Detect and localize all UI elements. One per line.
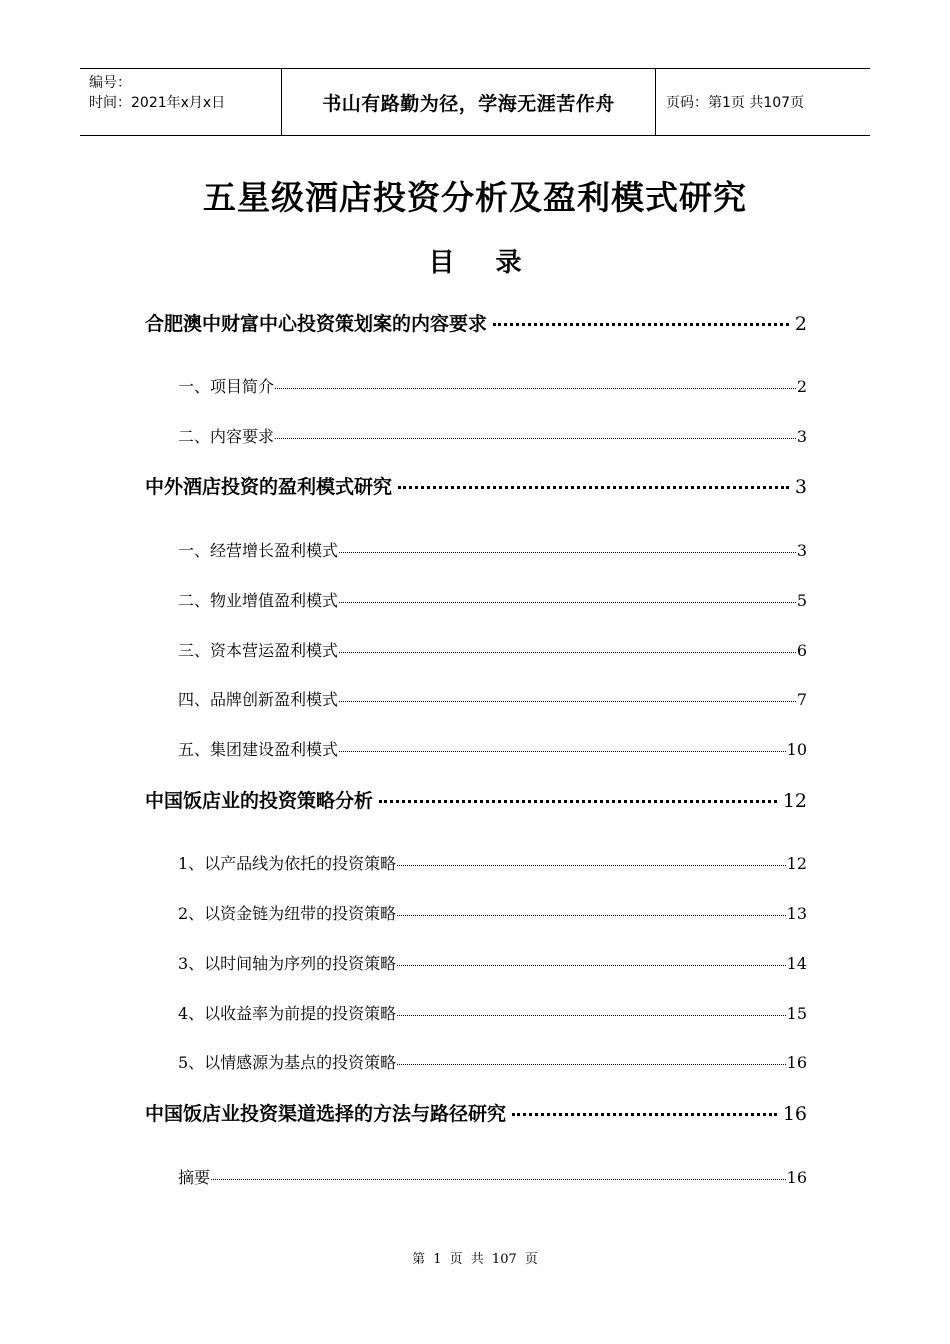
toc-entry[interactable]	[145, 309, 807, 336]
toc-entry-text: 中外酒店投资的盈利模式研究	[145, 476, 393, 498]
toc-leader-dots	[339, 552, 796, 553]
page-footer: 第 1 页 共 107 页	[412, 1252, 538, 1267]
toc-entry-text: 一、经营增长盈利模式	[178, 541, 339, 560]
toc-entry-page: 10	[786, 740, 807, 759]
toc-entry-page: 6	[796, 641, 807, 660]
toc-entry-page: 14	[786, 954, 807, 973]
toc-entry-text: 中国饭店业投资渠道选择的方法与路径研究	[145, 1103, 507, 1125]
toc-entry-page: 3	[796, 541, 807, 560]
toc-leader-dots	[339, 652, 796, 653]
number-label: 编号：	[89, 75, 131, 91]
toc-leader-dots	[397, 865, 785, 866]
header-page-info: 页码：第1页 共107页	[666, 95, 805, 111]
toc-entry[interactable]	[178, 687, 807, 710]
toc-leader-dots	[512, 1113, 777, 1116]
toc-entry[interactable]	[178, 1001, 807, 1024]
toc-entry-text: 二、物业增值盈利模式	[178, 591, 339, 610]
toc-leader-dots	[275, 388, 796, 389]
toc-entry[interactable]	[145, 472, 807, 499]
toc-leader-dots	[211, 1179, 786, 1180]
toc-entry-page: 12	[782, 790, 807, 812]
toc-entry-page: 7	[796, 690, 807, 709]
toc-leader-dots	[397, 1015, 785, 1016]
toc-entry-page: 13	[786, 904, 807, 923]
toc-entry-text: 四、品牌创新盈利模式	[178, 690, 339, 709]
toc-entry[interactable]	[145, 786, 807, 813]
toc-leader-dots	[397, 1064, 785, 1065]
toc-entry[interactable]	[178, 1050, 807, 1073]
toc-entry[interactable]	[178, 901, 807, 924]
toc-entry-page: 15	[786, 1004, 807, 1023]
toc-leader-dots	[397, 965, 785, 966]
toc-entry[interactable]	[178, 374, 807, 397]
toc-entry-text: 二、内容要求	[178, 427, 275, 446]
toc-leader-dots	[339, 751, 786, 752]
time-label: 时间：2021年x月x日	[89, 95, 226, 111]
toc-entry-text: 1、以产品线为依托的投资策略	[178, 854, 397, 873]
toc-entry-page: 16	[782, 1103, 807, 1125]
toc-entry[interactable]	[178, 851, 807, 874]
toc-leader-dots	[379, 800, 777, 803]
toc-entry-page: 12	[786, 854, 807, 873]
toc-entry-page: 16	[786, 1168, 807, 1187]
toc-entry[interactable]	[178, 588, 807, 611]
toc-entry-text: 三、资本营运盈利模式	[178, 641, 339, 660]
toc-entry-text: 5、以情感源为基点的投资策略	[178, 1053, 397, 1072]
toc-entry-text: 五、集团建设盈利模式	[178, 740, 339, 759]
toc-entry-text: 2、以资金链为纽带的投资策略	[178, 904, 397, 923]
toc-entry-text: 一、项目简介	[178, 377, 275, 396]
toc-entry[interactable]	[178, 951, 807, 974]
toc-leader-dots	[339, 602, 796, 603]
header-left-cell	[80, 69, 282, 135]
toc-entry[interactable]	[178, 737, 807, 760]
toc-leader-dots	[493, 323, 789, 326]
toc-entry-text: 3、以时间轴为序列的投资策略	[178, 954, 397, 973]
toc-entry-text: 4、以收益率为前提的投资策略	[178, 1004, 397, 1023]
toc-leader-dots	[397, 915, 785, 916]
toc-entry[interactable]	[178, 538, 807, 561]
toc-entry-page: 16	[786, 1053, 807, 1072]
toc-entry-text: 摘要	[178, 1168, 211, 1187]
document-title: 五星级酒店投资分析及盈利模式研究	[203, 178, 747, 217]
toc-entry-page: 2	[794, 313, 807, 335]
toc-entry-text: 中国饭店业的投资策略分析	[145, 790, 374, 812]
toc-leader-dots	[275, 438, 796, 439]
header-motto: 书山有路勤为径，学海无涯苦作舟	[322, 92, 615, 115]
toc-entry[interactable]	[145, 1099, 807, 1126]
toc-entry[interactable]	[178, 638, 807, 661]
toc-entry-page: 3	[796, 427, 807, 446]
header-motto-cell	[282, 69, 656, 135]
toc-entry[interactable]	[178, 424, 807, 447]
header-page-cell	[656, 69, 870, 135]
toc-entry-page: 5	[796, 591, 807, 610]
toc-entry-page: 3	[794, 476, 807, 498]
toc-leader-dots	[398, 486, 789, 489]
toc-heading: 目 录	[428, 248, 538, 278]
toc-leader-dots	[339, 701, 796, 702]
toc-entry-text: 合肥澳中财富中心投资策划案的内容要求	[145, 313, 488, 335]
header-table	[80, 68, 870, 136]
toc-entry[interactable]	[178, 1165, 807, 1188]
toc-entry-page: 2	[796, 377, 807, 396]
